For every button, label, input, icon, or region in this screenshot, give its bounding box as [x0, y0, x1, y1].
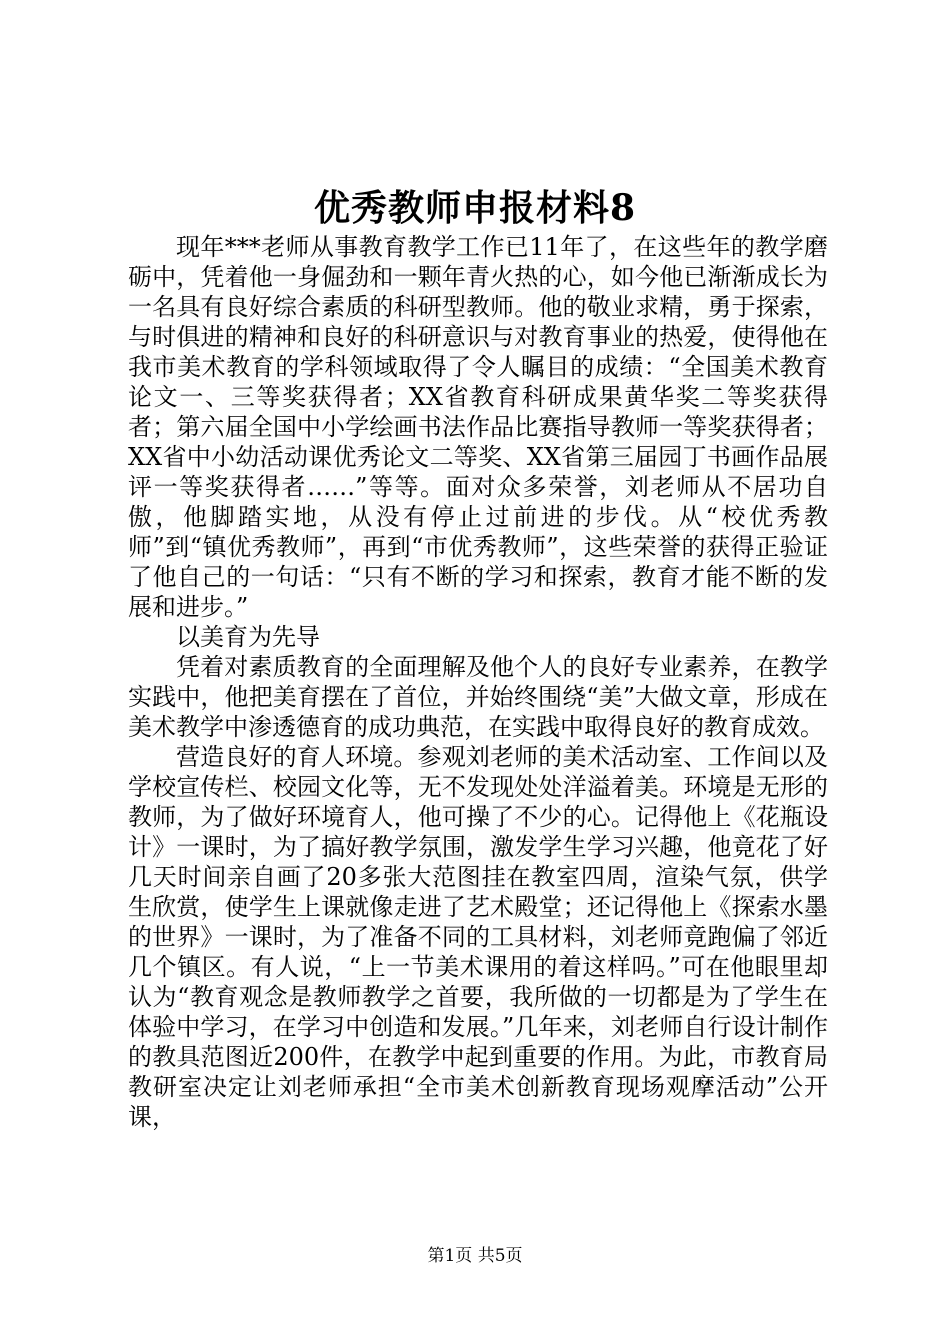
section-heading: 以美育为先导: [176, 623, 320, 651]
paragraph-environment: 营造良好的育人环境。参观刘老师的美术活动室、工作间以及学校宣传栏、校园文化等，无不发现处处洋溢着美。环境是无形的教师，为了做好环境育人，他可操了不少的心。记得他上《花瓶设计》一课时，为了搞好教学氛围，激发学生学习兴趣，他竟花了好几天时间亲自画了20多张大范图挂在教室四周，渲染气氛，供学生欣赏，使学生上课就像走进了艺术殿堂；还记得他上《探索水墨的世界》一课时，为了准备不同的工具材料，刘老师竟跑偏了邻近几个镇区。有人说，“上一节美术课用的着这样吗。”可在他眼里却认为“教育观念是教师教学之首要，我所做的一切都是为了学生在体验中学习，在学习中创造和发展。”几年来，刘老师自行设计制作的教具范图近200件，在教学中起到重要的作用。为此，市教育局教研室决定让刘老师承担“全市美术创新教育现场观摩活动”公开课，: [128, 743, 828, 1131]
document-body: [128, 232, 828, 1132]
page-footer: 第1页 共5页: [427, 1246, 523, 1266]
paragraph-intro: 现年***老师从事教育教学工作已11年了，在这些年的教学磨砺中，凭着他一身倔劲和一颗年青火热的心，如今他已渐渐成长为一名具有良好综合素质的科研型教师。他的敬业求精，勇于探索，与时俱进的精神和良好的科研意识与对教育事业的热爱，使得他在我市美术教育的学科领域取得了令人瞩目的成绩：“全国美术教育论文一、三等奖获得者；XX省教育科研成果黄华奖二等奖获得者；第六届全国中小学绘画书法作品比赛指导教师一等奖获得者；XX省中小幼活动课优秀论文二等奖、XX省第三届园丁书画作品展评一等奖获得者……”等等。面对众多荣誉，刘老师从不居功自傲，他脚踏实地，从没有停止过前进的步伐。从“校优秀教师”到“镇优秀教师”，再到“市优秀教师”，这些荣誉的获得正验证了他自己的一句话：“只有不断的学习和探索，教育才能不断的发展和进步。”: [128, 233, 828, 621]
paragraph-aesthetic: 凭着对素质教育的全面理解及他个人的良好专业素养，在教学实践中，他把美育摆在了首位，并始终围绕“美”大做文章，形成在美术教学中渗透德育的成功典范，在实践中取得良好的教育成效。: [128, 653, 828, 741]
document-title: 优秀教师申报材料8: [313, 187, 637, 229]
